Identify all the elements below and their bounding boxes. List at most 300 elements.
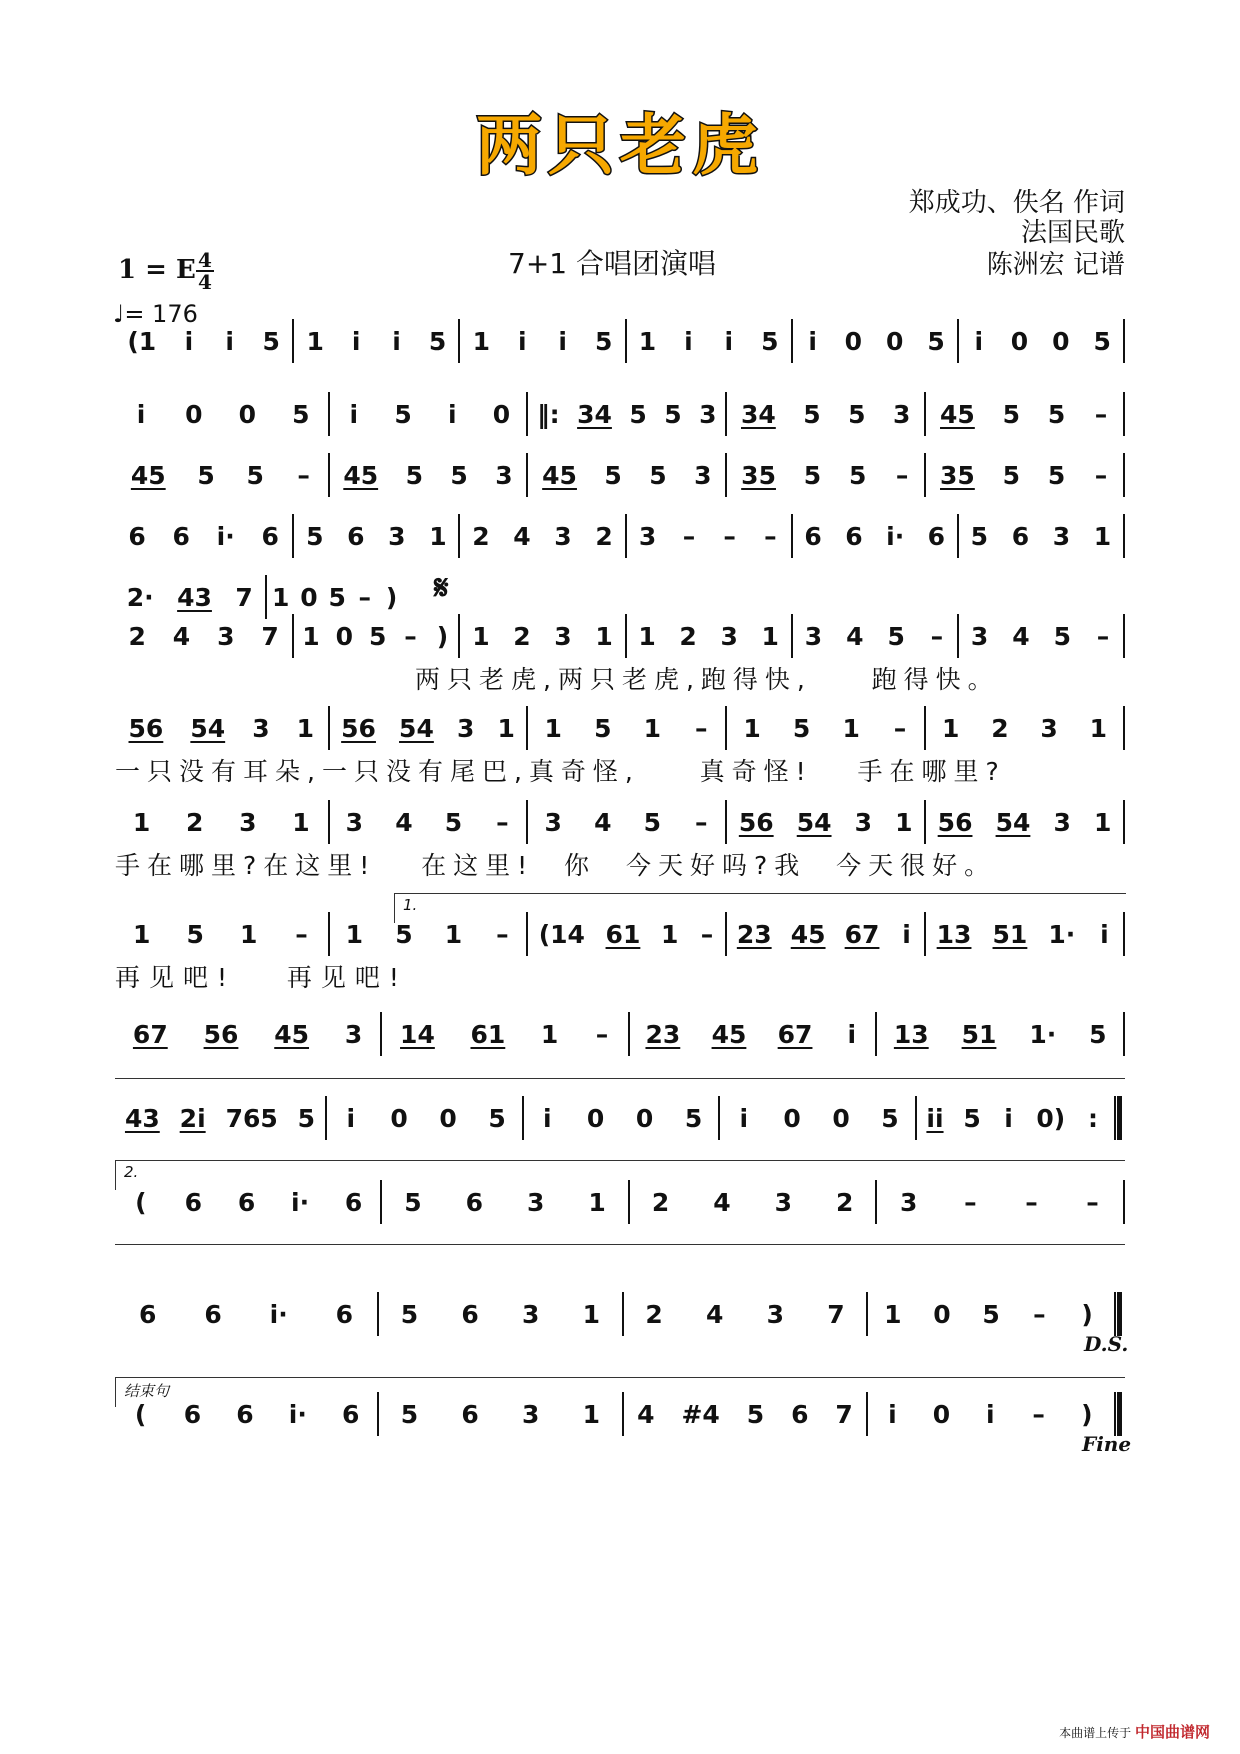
- measure: [115, 1020, 380, 1049]
- note: –: [1096, 621, 1110, 651]
- note: 0: [586, 1103, 605, 1133]
- note: 34: [577, 399, 612, 429]
- system-2: [115, 390, 1125, 438]
- measure: [727, 400, 924, 429]
- note: 0: [300, 582, 318, 612]
- note: i: [986, 1399, 995, 1429]
- fine-mark: Fine: [1082, 1432, 1132, 1456]
- system-10: [115, 1010, 1125, 1058]
- note: 1: [240, 919, 258, 949]
- note: 61: [605, 919, 641, 949]
- note: 0: [335, 621, 354, 651]
- measure: [379, 1300, 622, 1329]
- note: 4: [705, 1299, 724, 1329]
- note: 6: [461, 1399, 479, 1429]
- note: 5: [292, 399, 310, 429]
- note: 6: [461, 1299, 479, 1329]
- note: 1: [472, 326, 490, 356]
- note: 3: [544, 807, 562, 837]
- note: 5: [594, 713, 612, 743]
- note: 1: [743, 713, 761, 743]
- note: 1: [132, 807, 151, 837]
- note: i: [136, 399, 146, 429]
- note: 1: [296, 713, 315, 743]
- note: –: [930, 621, 944, 651]
- note: i: [543, 1103, 552, 1133]
- note: 6: [236, 1399, 254, 1429]
- measure: [115, 583, 265, 612]
- note: 1: [895, 807, 913, 837]
- note: 5: [848, 460, 867, 490]
- note: –: [764, 521, 777, 551]
- note: –: [694, 807, 708, 837]
- note: 0: [439, 1103, 457, 1133]
- note: 1: [133, 919, 151, 949]
- note: 5: [643, 807, 662, 837]
- note: 1·: [1029, 1019, 1057, 1049]
- measure: [627, 522, 791, 551]
- note: 0: [492, 399, 511, 429]
- footer-text: 本曲谱上传于: [1059, 1726, 1132, 1740]
- lyricist-credit: 郑成功、佚名 作词: [908, 188, 1125, 218]
- volta-1-bracket: 1.: [394, 893, 1126, 923]
- note: 1·: [1048, 919, 1076, 949]
- note: 5: [1002, 399, 1021, 429]
- lyrics-line-2: 一只没有耳朵,一只没有尾巴,真奇怪, 真奇怪! 手在哪里?: [115, 757, 1006, 786]
- note: 45: [343, 460, 379, 490]
- volta-2-bracket: 2.: [115, 1160, 1125, 1190]
- note: 5: [262, 326, 280, 356]
- note: 67: [844, 919, 880, 949]
- note: 45: [790, 919, 826, 949]
- measure: [327, 1104, 521, 1133]
- note: –: [964, 1187, 977, 1217]
- note: 2: [513, 621, 531, 651]
- note: 2: [991, 713, 1009, 743]
- note: 5: [405, 460, 423, 490]
- note: i: [447, 399, 457, 429]
- note: 4: [513, 521, 531, 551]
- measure: [267, 583, 405, 612]
- note: 1: [472, 621, 490, 651]
- double-barline: [1114, 1096, 1122, 1140]
- measure: [793, 522, 957, 551]
- measure: [294, 522, 458, 551]
- note: 1: [1094, 807, 1112, 837]
- note: 3: [804, 621, 823, 651]
- note: 4: [713, 1187, 731, 1217]
- note: –: [893, 713, 907, 743]
- note: 0: [933, 1299, 951, 1329]
- note: –: [1025, 1187, 1038, 1217]
- note: 765: [225, 1103, 278, 1133]
- note: 3: [522, 1299, 540, 1329]
- note: 2: [472, 521, 490, 551]
- note: 5: [297, 1103, 316, 1133]
- note: 7: [835, 1399, 853, 1429]
- system-3: [115, 451, 1125, 499]
- measure: [330, 808, 527, 837]
- barline-end: [1123, 453, 1125, 497]
- note: 0: [1010, 326, 1029, 356]
- measure: [959, 327, 1123, 356]
- note: 5: [1053, 621, 1071, 651]
- note: 0: [932, 1399, 951, 1429]
- note: 45: [130, 460, 166, 490]
- footer-site: 中国曲谱网: [1134, 1723, 1210, 1741]
- note: 0: [185, 399, 203, 429]
- note: –: [723, 521, 736, 551]
- note: 0: [635, 1103, 654, 1133]
- note: 3: [239, 807, 257, 837]
- note: 0: [783, 1103, 801, 1133]
- note: 5: [1093, 326, 1111, 356]
- note: –: [358, 582, 371, 612]
- note: 2: [595, 521, 613, 551]
- note: 54: [190, 713, 226, 743]
- note: 43: [177, 582, 212, 612]
- measure: [330, 920, 527, 949]
- note: 3: [899, 1187, 918, 1217]
- note: 54: [995, 807, 1031, 837]
- note: i·: [886, 521, 905, 551]
- note: 45: [274, 1019, 310, 1049]
- note: 6: [335, 1299, 354, 1329]
- note: 1: [638, 326, 657, 356]
- double-barline: [1114, 1392, 1122, 1436]
- barline-end: [1123, 392, 1125, 436]
- note: i: [684, 326, 693, 356]
- note: 67: [132, 1019, 168, 1049]
- note: 2: [645, 1299, 663, 1329]
- note: 4: [594, 807, 612, 837]
- note: 61: [470, 1019, 506, 1049]
- note: 0: [886, 326, 904, 356]
- note: i: [1100, 919, 1109, 949]
- note: 6: [804, 521, 822, 551]
- barline-end: [1123, 912, 1125, 956]
- note: 5: [197, 460, 215, 490]
- note: 5: [664, 399, 682, 429]
- note: 4: [846, 621, 864, 651]
- ending-bracket: 结束句: [115, 1377, 1125, 1407]
- note: 5: [186, 919, 204, 949]
- note: 5: [306, 521, 324, 551]
- note: –: [682, 521, 696, 551]
- note: –: [595, 1019, 609, 1049]
- tempo-mark: ♩= 176: [113, 300, 198, 328]
- note: 1: [643, 713, 662, 743]
- note: :: [1088, 1103, 1099, 1133]
- lyrics-line-1: 两只老虎,两只老虎,跑得快, 跑得快。: [415, 665, 1000, 694]
- note: 5: [395, 919, 413, 949]
- note: 0: [1052, 326, 1070, 356]
- measure: [959, 522, 1123, 551]
- note: 5: [246, 460, 264, 490]
- note: 1: [271, 582, 290, 612]
- note: 51: [992, 919, 1028, 949]
- note: 13: [936, 919, 972, 949]
- note: 5: [649, 460, 667, 490]
- composer-credit: 法国民歌: [1020, 218, 1125, 248]
- system-7: [115, 704, 1125, 786]
- note: 5: [1047, 460, 1066, 490]
- note: 3: [1052, 521, 1071, 551]
- measure: [877, 1188, 1123, 1217]
- note: 1: [884, 1299, 902, 1329]
- system-6: [115, 612, 1125, 694]
- note: 3: [892, 399, 911, 429]
- note: 4: [1012, 621, 1030, 651]
- measure: [793, 622, 957, 651]
- system-11: [115, 1094, 1125, 1142]
- note: –: [404, 621, 417, 651]
- note: 6: [791, 1399, 809, 1429]
- note: 1: [497, 713, 515, 743]
- measure: [294, 622, 458, 651]
- measure: [115, 400, 328, 429]
- note: 1: [306, 326, 324, 356]
- note: 45: [542, 460, 577, 490]
- note: 1: [302, 621, 320, 651]
- note: 1: [1089, 713, 1108, 743]
- measure: [115, 522, 292, 551]
- note: 6: [1011, 521, 1030, 551]
- note: 6: [927, 521, 946, 551]
- system-12: [115, 1178, 1125, 1226]
- measure: [460, 622, 624, 651]
- lyrics-line-4: 再见吧! 再见吧!: [115, 963, 408, 992]
- note: 6: [347, 521, 365, 551]
- note: 5: [444, 807, 463, 837]
- note: 1: [345, 919, 364, 949]
- note: i·: [216, 521, 235, 551]
- note: 0): [1036, 1103, 1066, 1133]
- note: 5: [761, 326, 779, 356]
- note: 5: [394, 399, 412, 429]
- note: 3: [720, 621, 738, 651]
- note: 1: [540, 1019, 559, 1049]
- note: –: [1094, 399, 1108, 429]
- barline-end: [1123, 800, 1125, 844]
- note: i: [847, 1019, 857, 1049]
- note: 2: [651, 1187, 670, 1217]
- note: 34: [741, 399, 776, 429]
- note: 1: [842, 713, 860, 743]
- key-signature: 1 = E: [118, 255, 196, 285]
- system-1: [115, 317, 1125, 365]
- time-signature: [196, 248, 214, 294]
- note: 5: [792, 713, 811, 743]
- note: 5: [848, 399, 866, 429]
- note: 3: [1053, 807, 1071, 837]
- transcriber-credit: 陈洲宏 记谱: [986, 250, 1125, 280]
- note: 1: [638, 621, 656, 651]
- note: 56: [738, 807, 774, 837]
- note: 56: [937, 807, 973, 837]
- measure: [627, 327, 791, 356]
- measure: [460, 522, 624, 551]
- note: –: [694, 713, 708, 743]
- note: i: [902, 919, 911, 949]
- measure: [115, 1188, 380, 1217]
- measure: [793, 327, 957, 356]
- note: 7: [827, 1299, 845, 1329]
- measure: [460, 327, 624, 356]
- note: 3: [774, 1187, 792, 1217]
- note: (1: [127, 326, 157, 356]
- measure: [528, 920, 725, 949]
- measure: [926, 461, 1123, 490]
- note: 5: [970, 521, 989, 551]
- note: i: [558, 326, 567, 356]
- note: 6: [183, 1399, 202, 1429]
- note: 6: [465, 1187, 484, 1217]
- segno-mark: 𝄋: [434, 568, 449, 608]
- note: 6: [845, 521, 863, 551]
- measure: [630, 1188, 876, 1217]
- lyrics-line-3: 手在哪里?在这里! 在这里! 你 今天好吗?我 今天很好。: [115, 851, 997, 880]
- note: 5: [803, 460, 822, 490]
- measure: [115, 1400, 377, 1429]
- note: 45: [940, 399, 975, 429]
- measure: [926, 400, 1123, 429]
- measure: [926, 920, 1123, 949]
- note: 3: [699, 399, 717, 429]
- note: 3: [694, 460, 712, 490]
- measure: [727, 808, 924, 837]
- note: 1: [595, 621, 613, 651]
- system-4: [115, 512, 1125, 560]
- measure: [528, 461, 725, 490]
- note: 4: [395, 807, 413, 837]
- song-title: 两只老虎: [476, 107, 764, 184]
- measure: [115, 622, 292, 651]
- system-14: [115, 1390, 1125, 1438]
- note: 23: [645, 1019, 681, 1049]
- time-top: 4: [198, 248, 212, 272]
- note: 3: [854, 807, 873, 837]
- note: 5: [594, 326, 613, 356]
- note: #4: [681, 1399, 720, 1429]
- system-9: [115, 910, 1125, 992]
- note: i: [392, 326, 401, 356]
- measure: [115, 1104, 325, 1133]
- note: –: [1033, 1299, 1046, 1329]
- note: i: [1004, 1103, 1013, 1133]
- note: –: [895, 460, 909, 490]
- note: (14: [538, 919, 585, 949]
- note: ii: [926, 1103, 944, 1133]
- note: i: [518, 326, 527, 356]
- measure: [115, 920, 328, 949]
- measure: [294, 327, 458, 356]
- note: 2·: [126, 582, 154, 612]
- note: 5: [369, 621, 387, 651]
- note: 5: [400, 1299, 419, 1329]
- measure: [330, 400, 527, 429]
- note: 0: [844, 326, 863, 356]
- measure: [926, 714, 1123, 743]
- measure: [524, 1104, 718, 1133]
- note: ‖:: [537, 399, 560, 429]
- measure: [959, 622, 1123, 651]
- note: 6: [138, 1299, 157, 1329]
- footer-credit: [1059, 1721, 1210, 1742]
- note: 1: [429, 521, 447, 551]
- note: 5: [404, 1187, 422, 1217]
- note: 43: [124, 1103, 160, 1133]
- note: ): [1081, 1399, 1093, 1429]
- volta-2-line: [115, 1244, 1125, 1245]
- note: 6: [344, 1187, 363, 1217]
- note: 5: [684, 1103, 703, 1133]
- measure: [330, 714, 527, 743]
- barline-end: [1123, 319, 1125, 363]
- note: 56: [128, 713, 164, 743]
- note: 5: [881, 1103, 899, 1133]
- note: –: [295, 919, 308, 949]
- note: 6: [342, 1399, 360, 1429]
- note: 1: [582, 1299, 601, 1329]
- note: 5: [629, 399, 647, 429]
- note: ): [385, 582, 398, 612]
- note: 6: [172, 521, 190, 551]
- note: 1: [761, 621, 779, 651]
- note: 2: [679, 621, 697, 651]
- note: 6: [128, 521, 146, 551]
- note: –: [496, 919, 509, 949]
- measure: [868, 1300, 1111, 1329]
- measure: [727, 920, 924, 949]
- note: 2: [128, 621, 146, 651]
- note: 6: [261, 521, 279, 551]
- measure: [115, 461, 328, 490]
- note: i·: [291, 1187, 310, 1217]
- note: 5: [428, 326, 447, 356]
- note: 2: [835, 1187, 854, 1217]
- note: 3: [554, 521, 572, 551]
- note: 3: [495, 460, 513, 490]
- note: 3: [388, 521, 406, 551]
- note: 5: [1047, 399, 1066, 429]
- note: (: [134, 1399, 147, 1429]
- note: 6: [184, 1187, 203, 1217]
- note: i: [225, 326, 234, 356]
- note: 1: [1093, 521, 1112, 551]
- measure: [330, 461, 527, 490]
- note: i: [739, 1103, 749, 1133]
- barline-end: [1123, 1180, 1125, 1224]
- measure: [624, 1400, 867, 1429]
- note: 5: [450, 460, 468, 490]
- barline-end: [1123, 614, 1125, 658]
- note: 1: [942, 713, 960, 743]
- note: 1: [444, 919, 463, 949]
- note: 54: [399, 713, 434, 743]
- note: 5: [400, 1399, 419, 1429]
- note: i·: [269, 1299, 288, 1329]
- note: 3: [344, 1019, 363, 1049]
- note: 5: [887, 621, 905, 651]
- time-bottom: 4: [198, 270, 212, 294]
- measure: [115, 714, 328, 743]
- double-barline: [1114, 1292, 1122, 1336]
- measure: [727, 461, 924, 490]
- measure: [115, 1300, 377, 1329]
- note: 54: [796, 807, 832, 837]
- note: 6: [237, 1187, 256, 1217]
